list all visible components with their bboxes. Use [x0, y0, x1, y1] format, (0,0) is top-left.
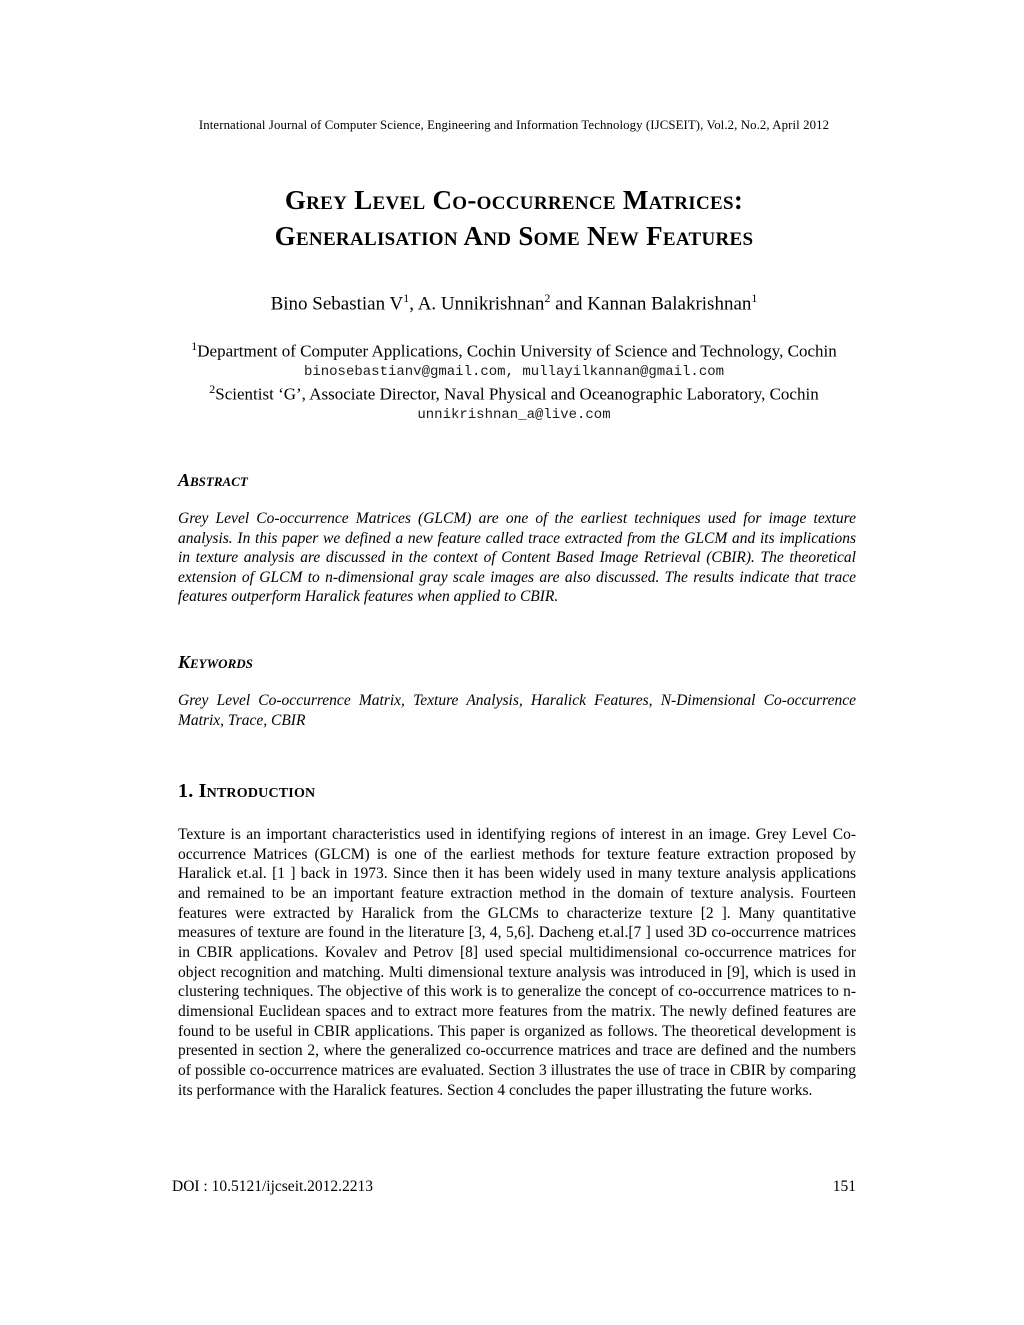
keywords-body: Grey Level Co-occurrence Matrix, Texture Analysis, Haralick Features, N-Dimensional Co-occurrence Matrix, Trace, CBIR	[178, 692, 856, 729]
author-name-3: and Kannan Balakrishnan	[550, 293, 752, 315]
affiliation-1-mark: 1	[191, 339, 198, 354]
paper-title-line-1: Grey Level Co-occurrence Matrices:	[284, 185, 744, 215]
introduction-body: Texture is an important characteristics used in identifying regions of interest in an image. Grey Level Co-occurrence Matrices (GLCM) is one of the earliest methods for texture feature extraction proposed by Haralick et.al. [1 ] back in 1973. Since then it has been widely used in many texture analysis applications and remained to be an important feature extraction method in the domain of texture analysis. Fourteen features were extracted by Haralick from the GLCMs to characterize texture [2 ]. Many quantitative measures of texture are found in the literature [3, 4, 5,6]. Dacheng et.al.[7 ] used 3D co-occurrence matrices in CBIR applications. Kovalev and Petrov [8] used special multidimensional co-occurrence matrices for object recognition and matching. Multi dimensional texture analysis was introduced in [9], which is used in clustering techniques. The objective of this work is to generalize the concept of co-occurrence matrices to n-dimensional Euclidean spaces and to extract more features from the matrix. The newly defined features are found to be useful in CBIR applications. This paper is organized as follows. The theoretical development is presented in section 2, where the generalized co-occurrence matrices and trace are defined and the numbers of possible co-occurrence matrices are evaluated. Section 3 illustrates the use of trace in CBIR by comparing its performance with the Haralick features. Section 4 concludes the paper illustrating the future works.	[178, 826, 856, 1099]
paper-title-line-2: Generalisation And Some New Features	[274, 220, 754, 251]
affiliation-2-text: Scientist ‘G’, Associate Director, Naval Physical and Oceanographic Laboratory, Cochin	[215, 384, 819, 404]
affiliation-1-emails: binosebastianv@gmail.com, mullayilkannan@gmail.com	[303, 363, 725, 380]
author-affiliation-mark-1: 1	[403, 290, 410, 305]
affiliation-1-text: Department of Computer Applications, Cochin University of Science and Technology, Cochin	[197, 341, 837, 361]
introduction-heading: 1. Introduction	[178, 780, 316, 803]
keywords-heading: Keywords	[178, 652, 253, 673]
journal-header: International Journal of Computer Science, Engineering and Information Technology (IJCSEIT), Vol.2, No.2, April 2012	[198, 118, 830, 132]
author-affiliation-mark-3: 1	[751, 290, 758, 305]
affiliation-2	[172, 382, 856, 406]
affiliation-2-mark: 2	[209, 381, 216, 396]
doi-text: DOI : 10.5121/ijcseit.2012.2213	[172, 1178, 374, 1195]
affiliation-2-email: unnikrishnan_a@live.com	[417, 406, 611, 423]
authors-line	[172, 291, 856, 315]
paper-title	[172, 183, 856, 255]
abstract-heading: Abstract	[178, 470, 248, 491]
affiliation-1	[172, 339, 856, 363]
paper-content	[172, 118, 856, 1100]
abstract-body: Grey Level Co-occurrence Matrices (GLCM) are one of the earliest techniques used for image texture analysis. In this paper we defined a new feature called trace extracted from the GLCM and its implications in texture analysis are discussed in the context of Content Based Image Retrieval (CBIR). The theoretical extension of GLCM to n-dimensional gray scale images are also discussed. The results indicate that trace features outperform Haralick features when applied to CBIR.	[178, 510, 856, 605]
author-affiliation-mark-2: 2	[544, 290, 551, 305]
page-number: 151	[832, 1178, 856, 1195]
author-name-1: Bino Sebastian V	[270, 293, 404, 315]
page-footer	[172, 1178, 856, 1196]
author-name-2: , A. Unnikrishnan	[409, 293, 545, 315]
